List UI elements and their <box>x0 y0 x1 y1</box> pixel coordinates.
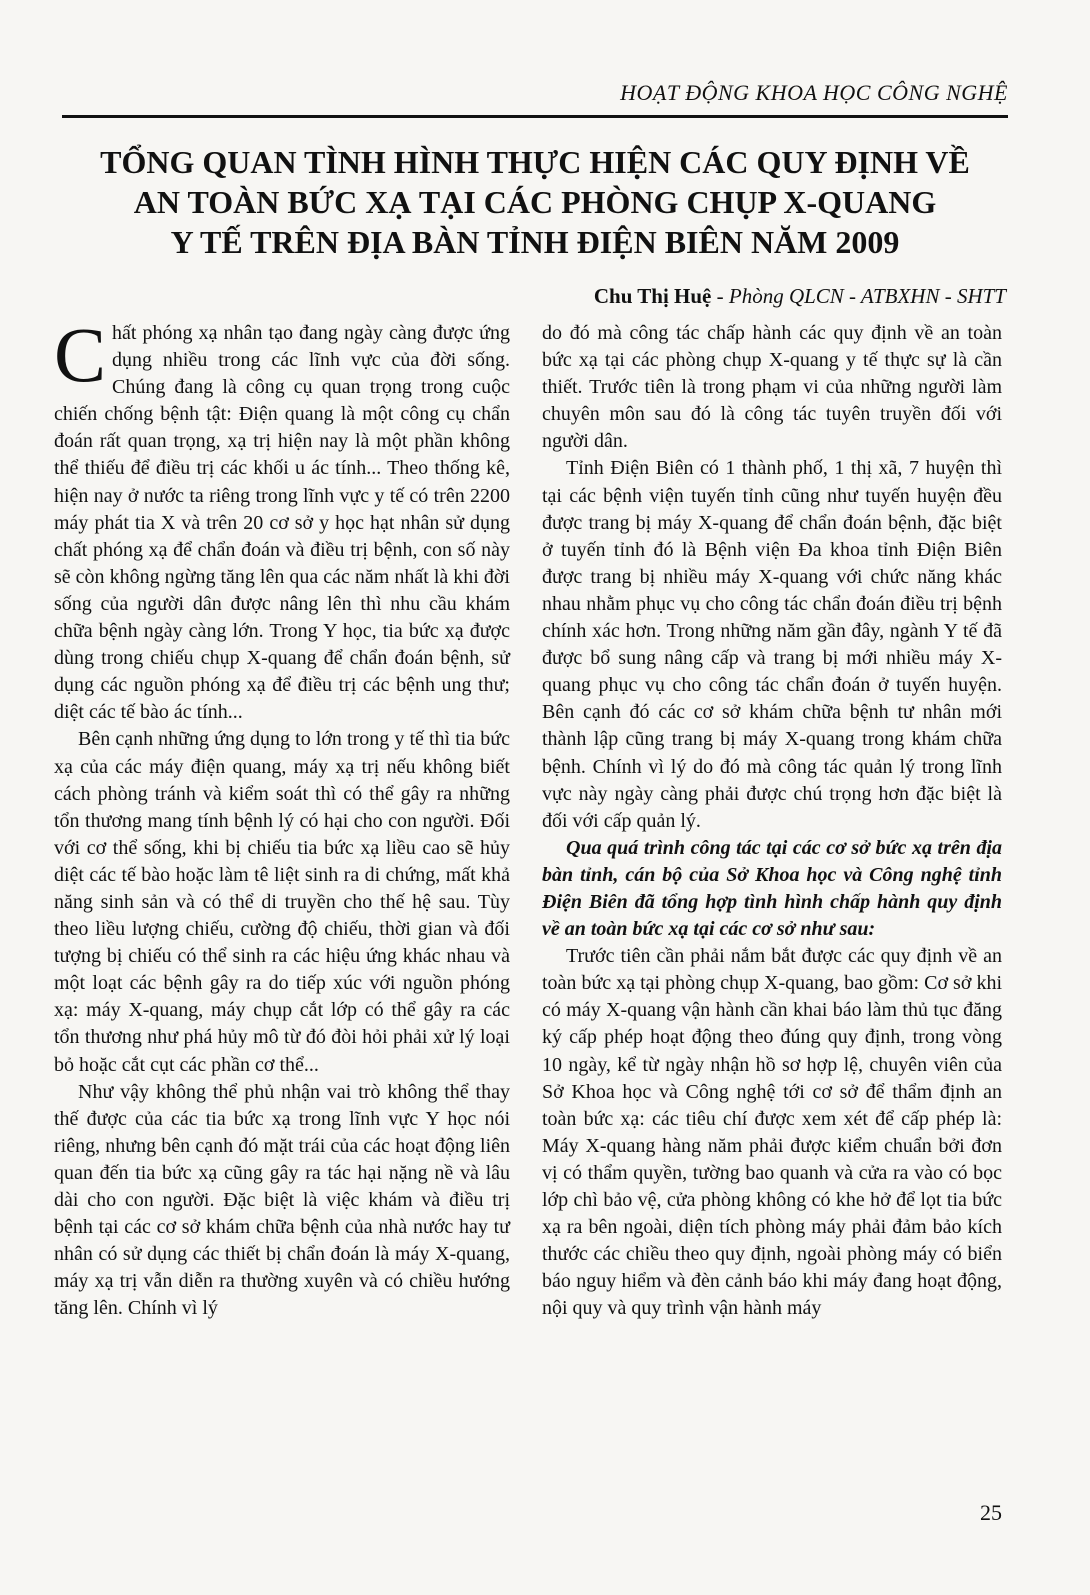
page-number: 25 <box>980 1500 1002 1525</box>
left-paragraph-2: Bên cạnh những ứng dụng to lớn trong y tế thì tia bức xạ của các máy điện quang, máy xạ trị nếu không biết cách phòng tránh và kiểm soát thì có thể gây ra những tổn thương mang tính bệnh lý có hại cho con người. Đối với cơ thể sống, khi bị chiếu tia bức xạ liều cao sẽ hủy diệt các tế bào hoặc làm tê liệt sinh ra di chứng, mất khả năng sinh sản và có thể di truyền cho thế hệ sau. Tùy theo liều lượng chiếu, cường độ chiếu, thời gian và đối tượng bị chiếu có thể sinh ra các hiệu ứng khác nhau và một loạt các bệnh gây ra do tiếp xúc với nguồn phóng xạ: máy X-quang, máy chụp cắt lớp có thể gây ra các tổn thương như phá hủy mô từ đó đòi hỏi phải xử lý loại bỏ hoặc cắt cụt các phần cơ thể... <box>54 728 510 1076</box>
title-line-1: TỔNG QUAN TÌNH HÌNH THỰC HIỆN CÁC QUY ĐỊNH VỀ <box>100 144 970 180</box>
title-line-3: Y TẾ TRÊN ĐỊA BÀN TỈNH ĐIỆN BIÊN NĂM 2009 <box>170 224 900 260</box>
left-paragraph-1 <box>54 311 510 726</box>
right-paragraph-3-emphasis: Qua quá trình công tác tại các cơ sở bức xạ trên địa bàn tỉnh, cán bộ của Sở Khoa học và Công nghệ tỉnh Điện Biên đã tổng hợp tình hình chấp hành quy định về an toàn bức xạ tại các cơ sở như sau: <box>542 836 1002 941</box>
section-header: HOẠT ĐỘNG KHOA HỌC CÔNG NGHỆ <box>620 80 1008 105</box>
title-line-2: AN TOÀN BỨC XẠ TẠI CÁC PHÒNG CHỤP X-QUANG <box>133 184 937 220</box>
left-column <box>54 311 510 1322</box>
left-paragraph-1-text: hất phóng xạ nhân tạo đang ngày càng được ứng dụng nhiều trong các lĩnh vực của đời sống. Chúng đang là công cụ quan trọng trong cuộc chiến chống bệnh tật: Điện quang là một công cụ chẩn đoán rất quan trọng, xạ trị hiện nay là một phần không thể thiếu để điều trị các khối u ác tính... Theo thống kê, hiện nay ở nước ta riêng trong lĩnh vực y tế có trên 2200 máy phát tia X và trên 20 cơ sở y học hạt nhân sử dụng chất phóng xạ để chẩn đoán và điều trị bệnh, con số này sẽ còn không ngừng tăng lên qua các năm nhất là khi đời sống của người dân được nâng lên thì nhu cầu khám chữa bệnh ngày càng lớn. Trong Y học, tia bức xạ được dùng trong chiếu chụp X-quang để chẩn đoán bệnh, sử dụng các nguồn phóng xạ để điều trị các bệnh ung thư; diệt các tế bào ác tính... <box>54 322 510 724</box>
left-paragraph-3: Như vậy không thể phủ nhận vai trò không thể thay thế được của các tia bức xạ trong lĩnh vực Y học nói riêng, nhưng bên cạnh đó mặt trái của các hoạt động liên quan đến tia bức xạ cũng gây ra tác hại nặng nề và lâu dài cho con người. Đặc biệt là việc khám và điều trị bệnh tại các cơ sở khám chữa bệnh của nhà nước hay tư nhân có sử dụng các thiết bị chẩn đoán là máy X-quang, máy xạ trị vẫn diễn ra thường xuyên và có chiều hướng tăng lên. Chính vì lý <box>54 1080 510 1320</box>
header-rule <box>62 115 1008 118</box>
right-paragraph-1: do đó mà công tác chấp hành các quy định về an toàn bức xạ tại các phòng chụp X-quang y tế thực sự là cần thiết. Trước tiên là trong phạm vi của những người làm chuyên môn sau đó là công tác tuyên truyền đối với người dân. <box>542 322 1002 453</box>
author-name: Chu Thị Huệ <box>593 284 712 308</box>
author-affiliation: - Phòng QLCN - ATBXHN - SHTT <box>711 284 1006 308</box>
right-paragraph-4: Trước tiên cần phải nắm bắt được các quy định về an toàn bức xạ tại phòng chụp X-quang, bao gồm: Cơ sở khi có máy X-quang vận hành cần khai báo làm thủ tục đăng ký cấp phép hoạt động theo đúng quy định, trong vòng 10 ngày, kể từ ngày nhận hồ sơ hợp lệ, chuyên viên của Sở Khoa học và Công nghệ tới cơ sở để thẩm định an toàn bức xạ: các tiêu chí được xem xét để cấp phép là: Máy X-quang hàng năm phải được kiểm chuẩn bởi đơn vị có thẩm quyền, tường bao quanh và cửa ra vào có bọc lớp chì bảo vệ, cửa phòng không có khe hở để lọt tia bức xạ ra bên ngoài, diện tích phòng máy phải đảm bảo kích thước các chiều theo quy định, ngoài phòng máy có biển báo nguy hiểm và đèn cảnh báo khi máy đang hoạt động, nội quy và quy trình vận hành máy <box>542 945 1002 1320</box>
drop-cap: C <box>54 311 107 398</box>
right-column <box>542 320 1002 1322</box>
byline <box>62 284 1006 309</box>
right-paragraph-2: Tỉnh Điện Biên có 1 thành phố, 1 thị xã, 7 huyện thì tại các bệnh viện tuyến tỉnh cũng như tuyến huyện đều được trang bị máy X-quang để chẩn đoán bệnh, đặc biệt ở tuyến tỉnh đó là Bệnh viện Đa khoa tỉnh Điện Biên được trang bị nhiều máy X-quang với chức năng khác nhau nhằm phục vụ cho công tác chẩn đoán điều trị bệnh chính xác hơn. Trong những năm gần đây, ngành Y tế đã được bổ sung nâng cấp và trang bị mới nhiều máy X-quang phục vụ cho công tác chẩn đoán ở tuyến huyện. Bên cạnh đó các cơ sở khám chữa bệnh tư nhân mới thành lập cũng trang bị máy X-quang trong khám chữa bệnh. Chính vì lý do đó mà công tác quản lý trong lĩnh vực này ngày càng phải được chú trọng hơn đặc biệt là đối với cấp quản lý. <box>542 457 1002 832</box>
article-title <box>62 142 1008 262</box>
